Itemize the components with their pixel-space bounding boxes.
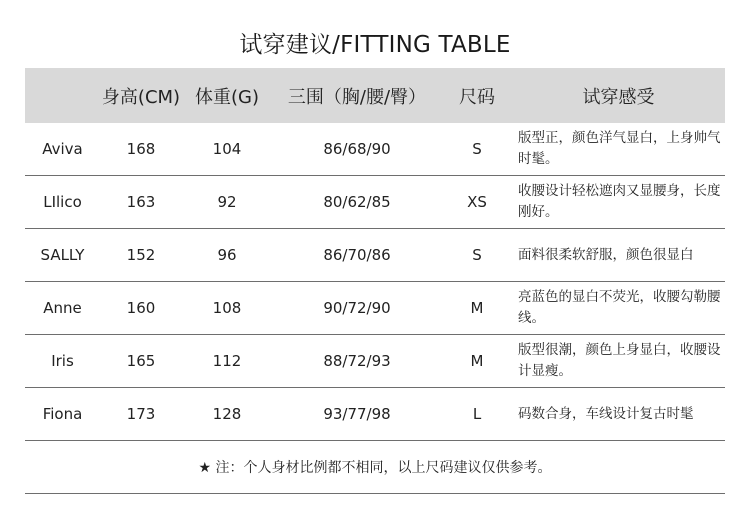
cell-measurements: 86/68/90 xyxy=(323,140,391,158)
cell-feedback: 亮蓝色的显白不荧光，收腰勾勒腰线。 xyxy=(518,289,721,326)
cell-size: S xyxy=(472,140,482,158)
cell-height: 168 xyxy=(126,140,156,158)
cell-height: 160 xyxy=(126,299,156,317)
header-height: 身高(CM) xyxy=(101,86,181,108)
table-row xyxy=(25,335,725,388)
cell-size: S xyxy=(472,246,482,264)
cell-size: L xyxy=(472,405,482,423)
cell-measurements: 80/62/85 xyxy=(323,193,391,211)
cell-weight: 128 xyxy=(212,405,242,423)
cell-name: Fiona xyxy=(42,405,83,423)
table-row xyxy=(25,282,725,335)
table-row xyxy=(25,176,725,229)
cell-height: 173 xyxy=(126,405,156,423)
cell-feedback: 面料很柔软舒服，颜色很显白 xyxy=(518,246,694,263)
table-row xyxy=(25,388,725,441)
cell-measurements: 86/70/86 xyxy=(323,246,391,264)
header-measurements: 三围（胸/腰/臀） xyxy=(287,86,427,108)
cell-weight: 104 xyxy=(212,140,242,158)
cell-size: M xyxy=(470,352,484,370)
cell-feedback: 版型正，颜色洋气显白，上身帅气时髦。 xyxy=(518,130,721,167)
cell-height: 165 xyxy=(126,352,156,370)
cell-weight: 112 xyxy=(212,352,242,370)
cell-feedback: 码数合身，车线设计复古时髦 xyxy=(518,405,694,422)
cell-height: 152 xyxy=(126,246,156,264)
fitting-table xyxy=(25,68,725,494)
cell-name: Aviva xyxy=(42,140,83,158)
footnote: ★ 注：个人身材比例都不相同，以上尺码建议仅供参考。 xyxy=(25,441,725,494)
page-title: 试穿建议/FITTING TABLE xyxy=(239,32,511,58)
cell-size: XS xyxy=(467,193,487,211)
cell-name: LIlico xyxy=(43,193,82,211)
cell-height: 163 xyxy=(126,193,156,211)
cell-name: SALLY xyxy=(40,246,85,264)
table-row xyxy=(25,123,725,176)
cell-feedback: 版型很潮，颜色上身显白，收腰设计显瘦。 xyxy=(518,342,721,379)
cell-weight: 96 xyxy=(217,246,237,264)
cell-measurements: 90/72/90 xyxy=(323,299,391,317)
cell-weight: 92 xyxy=(217,193,237,211)
cell-name: Anne xyxy=(43,299,82,317)
table-row xyxy=(25,229,725,282)
cell-weight: 108 xyxy=(212,299,242,317)
cell-name: Iris xyxy=(51,352,74,370)
cell-feedback: 收腰设计轻松遮肉又显腰身，长度刚好。 xyxy=(518,183,721,220)
header-size: 尺码 xyxy=(459,86,495,108)
cell-measurements: 88/72/93 xyxy=(323,352,391,370)
cell-measurements: 93/77/98 xyxy=(323,405,391,423)
cell-size: M xyxy=(470,299,484,317)
header-weight: 体重(G) xyxy=(195,86,259,108)
table-header xyxy=(25,68,725,123)
header-feedback: 试穿感受 xyxy=(582,86,655,108)
